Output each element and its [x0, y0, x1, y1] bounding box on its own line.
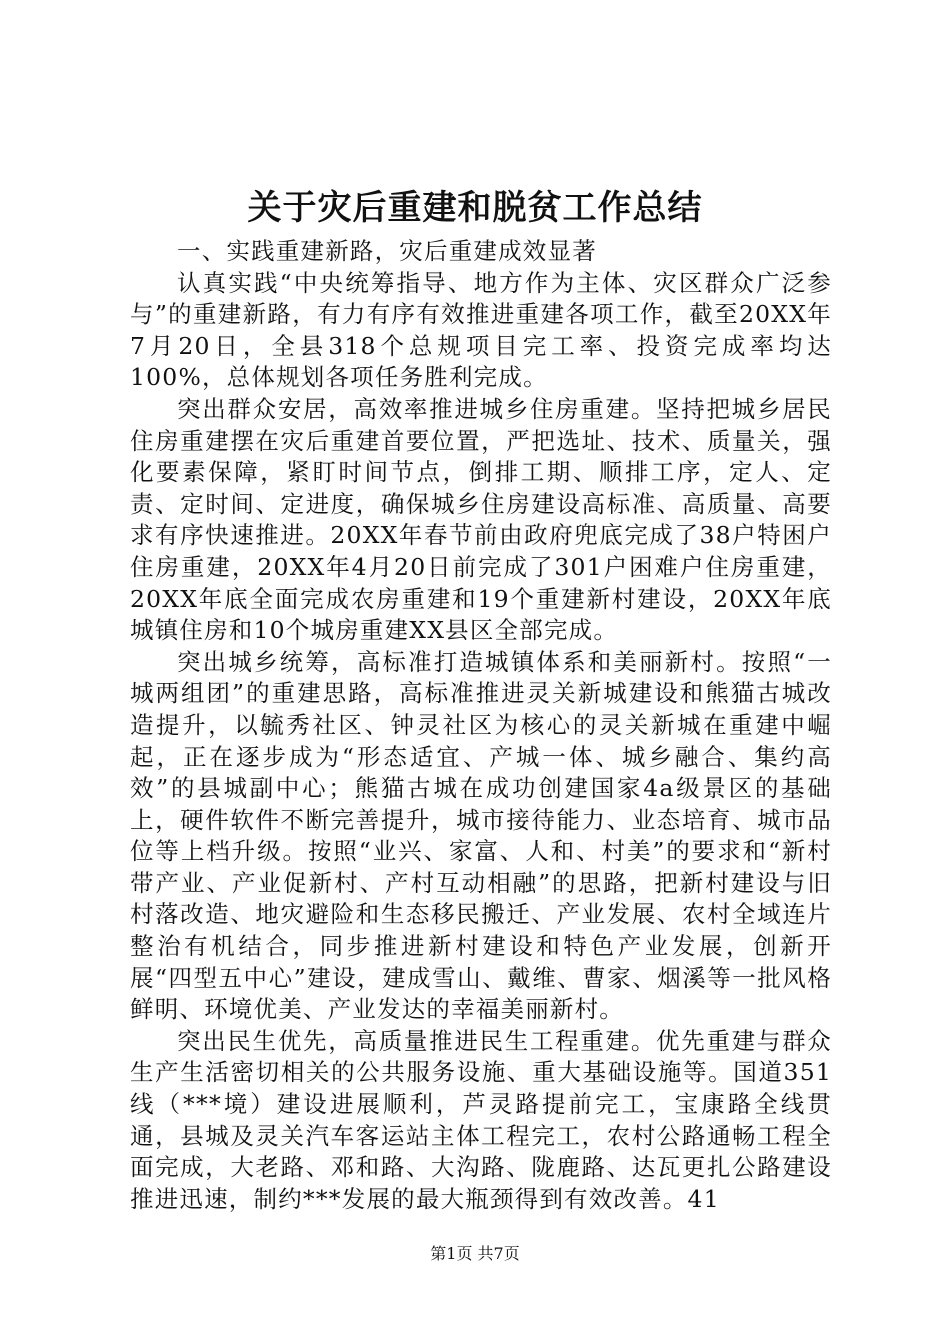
paragraph-urban-rural: 突出城乡统筹，高标准打造城镇体系和美丽新村。按照“一城两组团”的重建思路，高标准推进灵关新城建设和熊猫古城改造提升，以毓秀社区、钟灵社区为核心的灵关新城在重建中崛起，正在逐步成为“形态适宜、产城一体、城乡融合、集约高效”的县城副中心；熊猫古城在成功创建国家4a级景区的基础上，硬件软件不断完善提升，城市接待能力、业态培育、城市品位等上档升级。按照“业兴、家富、人和、村美”的要求和“新村带产业、产业促新村、产村互动相融”的思路，把新村建设与旧村落改造、地灾避险和生态移民搬迁、产业发展、农村全域连片整治有机结合，同步推进新村建设和特色产业发展，创新开展“四型五中心”建设，建成雪山、戴维、曹家、烟溪等一批风格鲜明、环境优美、产业发达的幸福美丽新村。 — [130, 647, 832, 1024]
paragraph-housing: 突出群众安居，高效率推进城乡住房重建。坚持把城乡居民住房重建摆在灾后重建首要位置，严把选址、技术、质量关，强化要素保障，紧盯时间节点，倒排工期、顺排工序，定人、定责、定时间、定进度，确保城乡住房建设高标准、高质量、高要求有序快速推进。20XX年春节前由政府兜底完成了38户特困户住房重建，20XX年4月20日前完成了301户困难户住房重建，20XX年底全面完成农房重建和19个重建新村建设，20XX年底城镇住房和10个城房重建XX县区全部完成。 — [130, 394, 832, 645]
section-heading: 一、实践重建新路，灾后重建成效显著 — [177, 237, 597, 265]
paragraph-overview: 认真实践“中央统筹指导、地方作为主体、灾区群众广泛参与”的重建新路，有力有序有效推进重建各项工作，截至20XX年7月20日，全县318个总规项目完工率、投资完成率均达100%，总体规划各项任务胜利完成。 — [130, 268, 832, 392]
paragraph-livelihood: 突出民生优先，高质量推进民生工程重建。优先重建与群众生产生活密切相关的公共服务设施、重大基础设施等。国道351线（***境）建设进展顺利，芦灵路提前完工，宝康路全线贯通，县城及灵关汽车客运站主体工程完工，农村公路通畅工程全面完成，大老路、邓和路、大沟路、陇鹿路、达瓦更扎公路建设推进迅速，制约***发展的最大瓶颈得到有效改善。41 — [130, 1026, 832, 1213]
document-title: 关于灾后重建和脱贫工作总结 — [247, 188, 703, 228]
page-number: 第1页 共7页 — [430, 1244, 520, 1263]
document-body — [130, 236, 832, 1215]
